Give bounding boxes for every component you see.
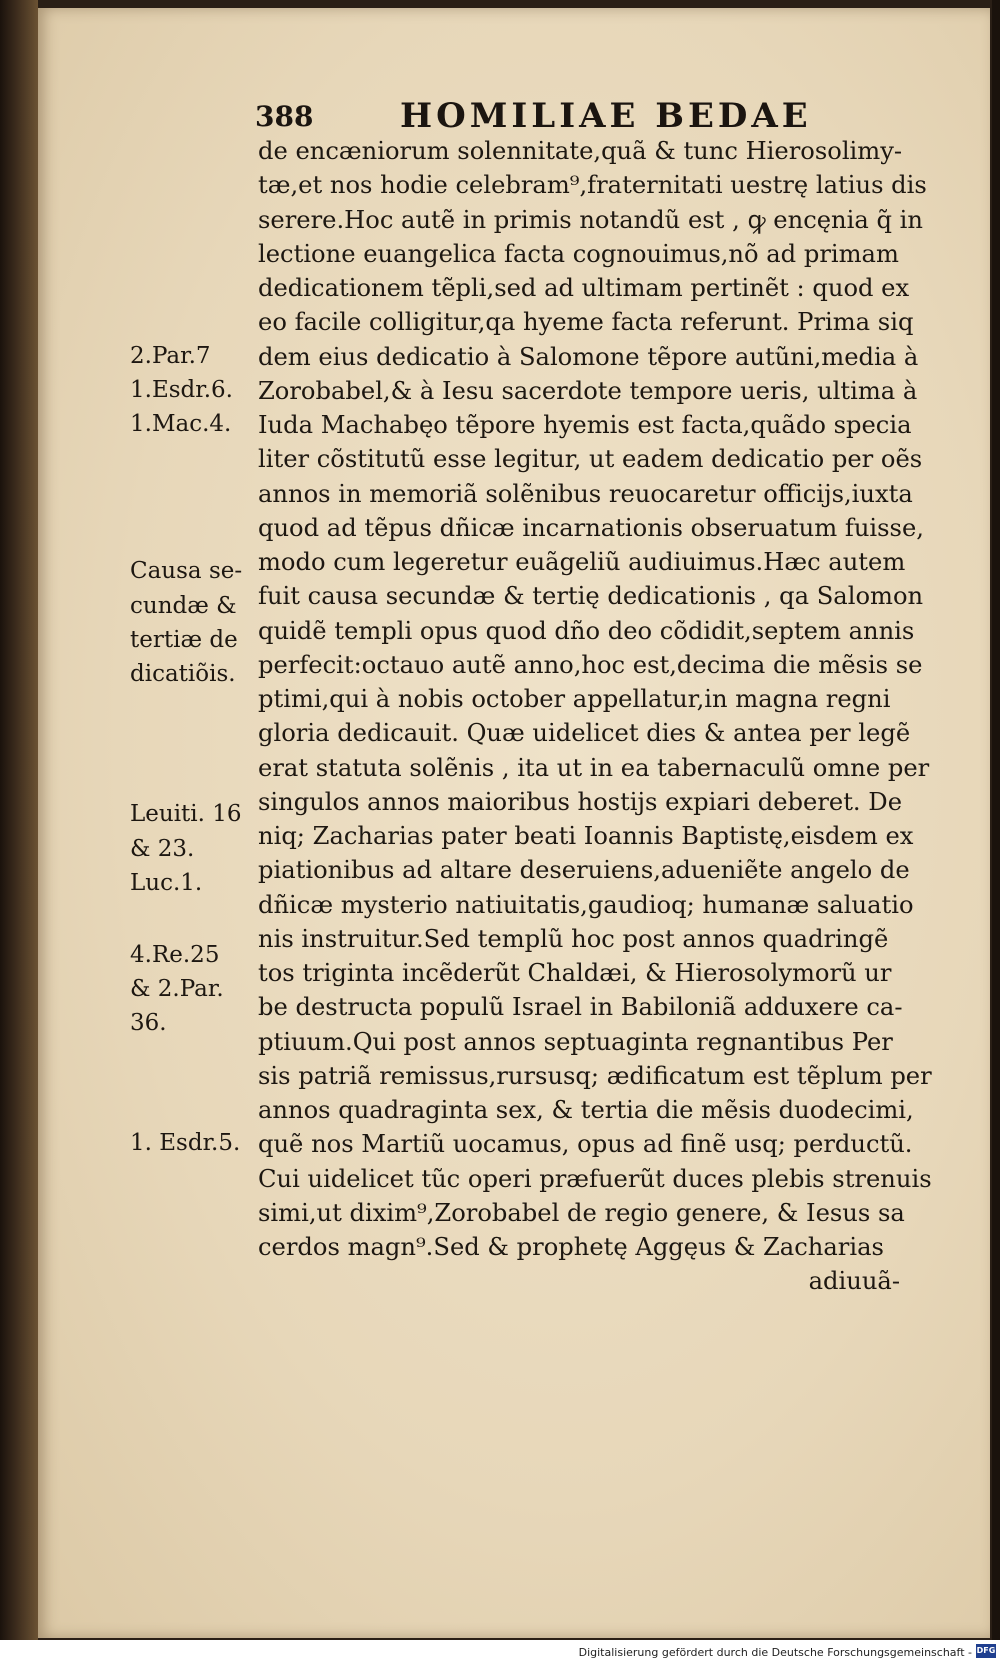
text-line: modo cum legeretur euãgeliũ audiuimus.Hæc autem: [258, 548, 906, 576]
text-line: adiuuã-: [808, 1267, 900, 1296]
folio-number: 388: [255, 100, 314, 133]
text-line: perfecit:octauo autẽ anno,hoc est,decima die mẽsis se: [258, 650, 923, 679]
margin-note: 4.Re.25: [130, 941, 220, 968]
text-line: gloria dedicauit. Quæ uidelicet dies & antea per legẽ: [258, 719, 911, 748]
text-line: tæ,et nos hodie celebram⁹,fraternitati uestrę latius dis: [258, 171, 927, 200]
text-line: de encæniorum solennitate,quã & tunc Hierosolimy-: [258, 137, 903, 165]
text-line: serere.Hoc autẽ in primis notandũ est , ꝙ encęnia q̃ in: [258, 205, 923, 234]
text-line: singulos annos maioribus hostijs expiari deberet. De: [258, 787, 903, 816]
text-line: sis patriã remissus,rursusq; ædificatum est tẽplum per: [258, 1061, 932, 1090]
text-line: quod ad tẽpus dñicæ incarnationis obseruatum fuisse,: [258, 513, 924, 542]
text-line: dem eius dedicatio à Salomone tẽpore autũni,media à: [258, 342, 919, 371]
text-line: ptimi,qui à nobis october appellatur,in magna regni: [258, 685, 891, 713]
margin-note: tertiæ de: [130, 626, 238, 653]
dfg-logo: DFG: [976, 1644, 996, 1658]
text-line: dedicationem tẽpli,sed ad ultimam pertinẽt : quod ex: [258, 274, 910, 302]
body-text-block: [258, 134, 958, 1299]
book-binding-edge: [0, 0, 38, 1640]
text-line: quẽ nos Martiũ uocamus, opus ad finẽ usq; perductũ.: [258, 1130, 913, 1159]
margin-note: & 2.Par.: [130, 976, 224, 1003]
text-line: be destructa populũ Israel in Babiloniã adduxere ca-: [258, 993, 903, 1022]
margin-note: Leuiti. 16: [130, 801, 242, 828]
text-line: lectione euangelica facta cognouimus,nõ ad primam: [258, 239, 899, 268]
text-line: liter cõstitutũ esse legitur, ut eadem dedicatio per oẽs: [258, 445, 923, 474]
margin-note: 2.Par.7: [130, 342, 211, 369]
text-line: Zorobabel,& à Iesu sacerdote tempore ueris, ultima à: [258, 376, 918, 405]
margin-note: 1. Esdr.5.: [130, 1130, 241, 1157]
margin-note: & 23.: [130, 835, 195, 862]
text-line: quidẽ templi opus quod dño deo cõdidit,septem annis: [258, 616, 915, 645]
footer-strip: [0, 1640, 1000, 1668]
text-line: dñicæ mysterio natiuitatis,gaudioq; humanæ saluatio: [258, 890, 914, 919]
running-head: HOMILIAE BEDAE: [400, 96, 812, 136]
margin-note: 36.: [130, 1010, 167, 1037]
text-line: niq; Zacharias pater beati Ioannis Baptistę,eisdem ex: [258, 822, 914, 850]
text-line: cerdos magn⁹.Sed & prophetę Aggęus & Zacharias: [258, 1233, 884, 1261]
text-line: fuit causa secundæ & tertię dedicationis , qa Salomon: [258, 582, 924, 611]
text-line: ptiuum.Qui post annos septuaginta regnantibus Per: [258, 1027, 893, 1056]
margin-note: cundæ &: [130, 592, 237, 619]
margin-note: dicatiõis.: [130, 661, 236, 688]
margin-note: Causa se-: [130, 558, 243, 585]
text-line: tos triginta incẽderũt Chaldæi, & Hierosolymorũ ur: [258, 959, 892, 987]
text-line: nis instruitur.Sed templũ hoc post annos quadringẽ: [258, 924, 889, 953]
text-line: annos quadraginta sex, & tertia die mẽsis duodecimi,: [258, 1096, 914, 1124]
text-line: erat statuta solẽnis , ita ut in ea tabernaculũ omne per: [258, 753, 930, 782]
margin-note: 1.Esdr.6.: [130, 376, 233, 403]
text-line: Iuda Machabęo tẽpore hyemis est facta,quãdo specia: [258, 411, 912, 439]
page-right-edge: [992, 0, 1000, 1640]
text-line: annos in memoriã solẽnibus reuocaretur officijs,iuxta: [258, 479, 913, 508]
text-line: piationibus ad altare deseruiens,adueniẽte angelo de: [258, 856, 910, 885]
digitization-credit: Digitalisierung gefördert durch die Deutsche Forschungsgemeinschaft -: [578, 1646, 972, 1659]
text-line: Cui uidelicet tũc operi præfuerũt duces plebis strenuis: [258, 1164, 932, 1193]
margin-note: 1.Mac.4.: [130, 411, 232, 437]
text-line: eo facile colligitur,qa hyeme facta referunt. Prima siq: [258, 308, 914, 337]
margin-note: Luc.1.: [130, 869, 203, 896]
text-line: simi,ut dixim⁹,Zorobabel de regio genere, & Iesus sa: [258, 1198, 905, 1227]
